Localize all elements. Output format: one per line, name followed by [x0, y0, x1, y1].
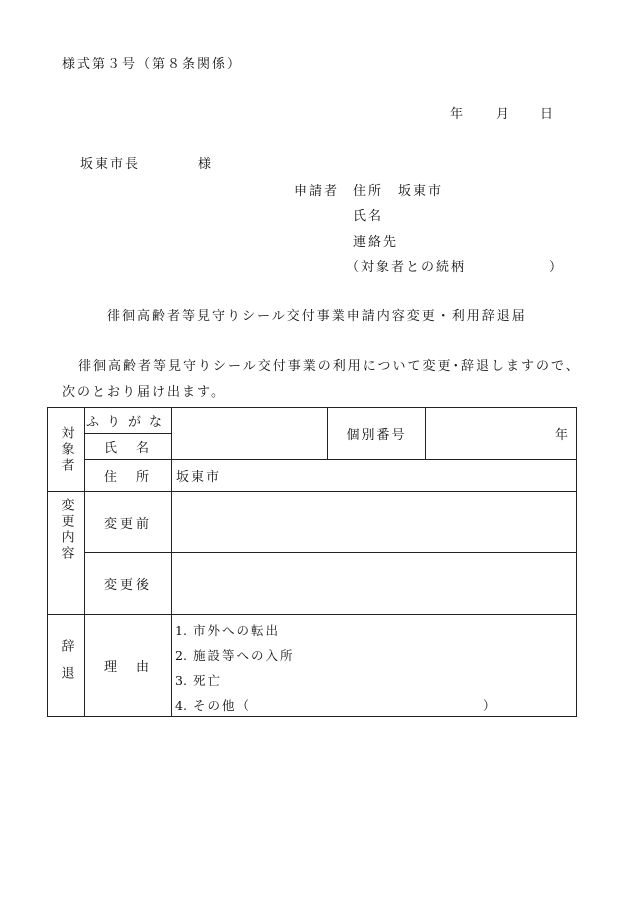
furigana-cell: [85, 408, 171, 433]
reason-text: 市外への転出: [193, 623, 281, 638]
reason-text: 死亡: [193, 673, 223, 688]
date-month: 月: [496, 107, 510, 122]
name-label-cell: [85, 434, 171, 459]
applicant-name-label: 氏名: [353, 209, 384, 224]
subject-header-cell: [48, 408, 84, 491]
address-label-cell: [85, 460, 171, 491]
address-field[interactable]: [172, 460, 576, 491]
document-title: 徘徊高齢者等見守りシール交付事業申請内容変更・利用辞退届: [107, 309, 527, 324]
change-header-cell: [48, 492, 84, 614]
reason-num: 2.: [175, 648, 187, 663]
rule-bottom: [47, 716, 577, 717]
reason-text: 施設等への入所: [193, 648, 295, 663]
applicant-contact-label: 連絡先: [353, 235, 399, 250]
address-value: 坂東市: [176, 470, 222, 485]
addressee-name: 坂東市長: [80, 157, 141, 172]
subject-header: 対象者: [58, 425, 74, 474]
body-line-1: 徘徊高齢者等見守りシール交付事業の利用について変更･辞退しますので、: [78, 359, 581, 374]
date-year: 年: [450, 107, 464, 122]
form-table: [47, 407, 577, 717]
address-label: 住 所: [103, 470, 152, 485]
reason-num: 4.: [175, 698, 187, 713]
year-suffix: 年: [554, 428, 568, 443]
applicant-label: 申請者: [294, 184, 340, 199]
before-label-cell: [85, 492, 171, 552]
change-header: 変更内容: [58, 498, 74, 562]
withdraw-header-cell: [48, 615, 84, 716]
reason-item-3[interactable]: [175, 671, 222, 689]
reason-label: 理 由: [103, 660, 152, 675]
form-number: 様式第３号（第８条関係）: [62, 57, 243, 72]
applicant-relation-close: ）: [549, 260, 563, 275]
individual-number-label-cell: [328, 408, 425, 459]
reason-item-1[interactable]: [175, 621, 280, 639]
body-line-2: 次のとおり届け出ます。: [62, 385, 226, 400]
addressee-suffix: 様: [198, 157, 212, 172]
after-label-cell: [85, 553, 171, 614]
applicant-address-label: 住所: [353, 184, 384, 199]
reason-num: 1.: [175, 623, 187, 638]
reason-item-2[interactable]: [175, 646, 295, 664]
individual-number-label: 個別番号: [346, 428, 407, 443]
reason-text: その他（: [193, 698, 252, 713]
reason-label-cell: [85, 615, 171, 716]
name-label: 氏 名: [103, 441, 152, 456]
after-field[interactable]: [172, 553, 576, 614]
reason-num: 3.: [175, 673, 187, 688]
withdraw-header: 辞退: [58, 638, 74, 693]
applicant-relation-open: （対象者との続柄: [346, 260, 467, 275]
applicant-address-value: 坂東市: [398, 184, 444, 199]
rule-right: [576, 407, 577, 717]
reason-item-4[interactable]: [175, 696, 251, 714]
before-label: 変更前: [103, 516, 152, 532]
date-day: 日: [540, 107, 554, 122]
name-field[interactable]: [172, 408, 327, 459]
before-field[interactable]: [172, 492, 576, 552]
furigana-label: ふりがな: [85, 415, 170, 430]
individual-number-field[interactable]: [426, 408, 576, 459]
after-label: 変更後: [103, 578, 152, 593]
other-close: ）: [483, 698, 496, 713]
